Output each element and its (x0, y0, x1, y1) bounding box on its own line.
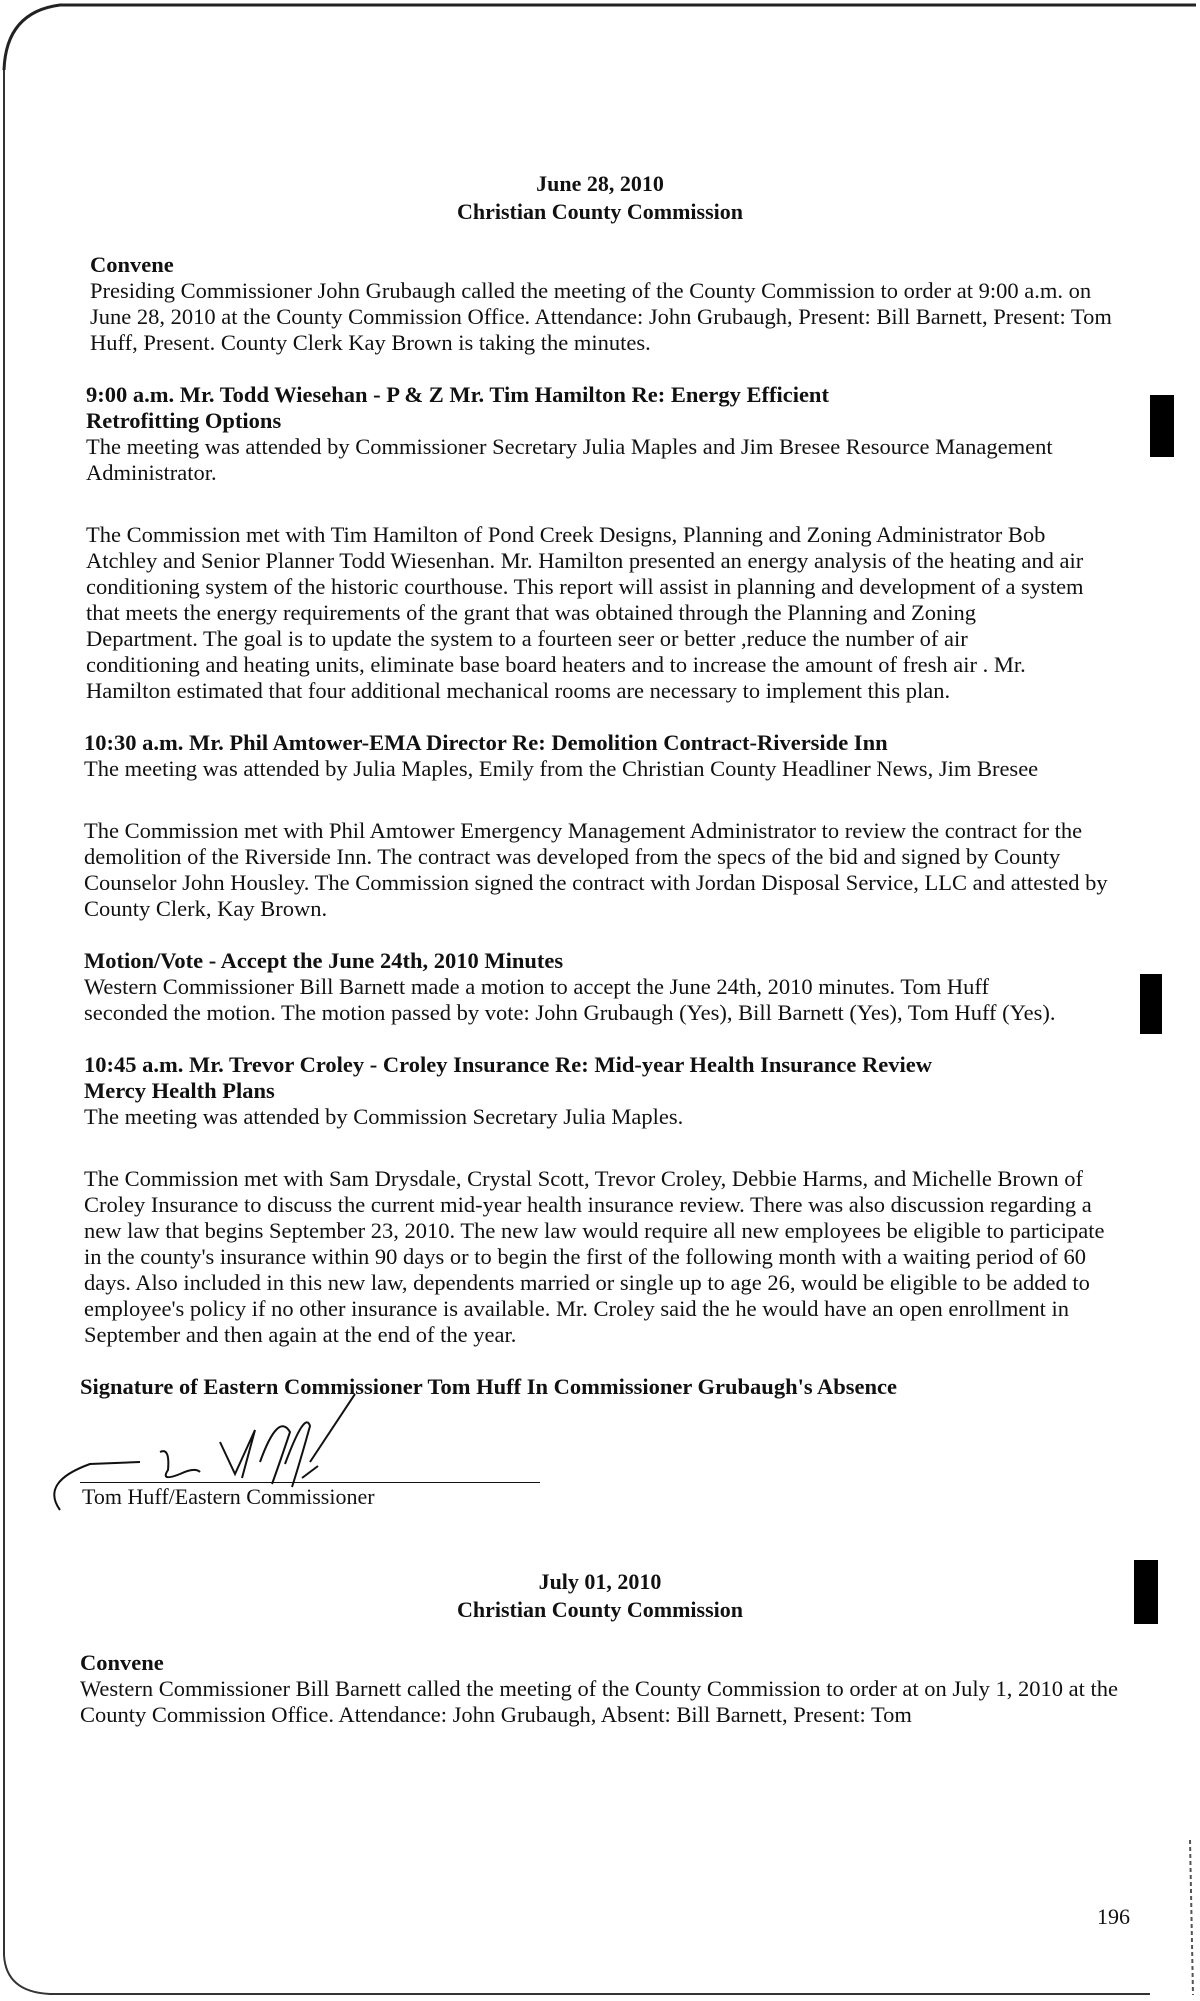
agenda-item (84, 730, 1120, 922)
meeting-heading (80, 170, 1120, 226)
agenda-item-body: The Commission met with Tim Hamilton of Pond Creek Designs, Planning and Zoning Administrator Bob Atchley and Senior Planner Todd Wiesenhan. Mr. Hamilton presented an energy analysis of the heating and air conditioning system of the historic courthouse. This report will assist in planning and development of a system that meets the energy requirements of the grant that was obtained through the Planning and Zoning Department. The goal is to update the system to a fourteen seer or better ,reduce the number of air conditioning and heating units, eliminate base board heaters and to increase the amount of fresh air . Mr. Hamilton estimated that four additional mechanical rooms are necessary to implement this plan. (86, 522, 1084, 703)
agenda-item-attendance: The meeting was attended by Julia Maples, Emily from the Christian County Headliner News, Jim Bresee (84, 756, 1039, 781)
agenda-item (84, 948, 1074, 1026)
convene-title: Convene (80, 1650, 164, 1675)
agenda-item-body: The Commission met with Sam Drysdale, Crystal Scott, Trevor Croley, Debbie Harms, and Michelle Brown of Croley Insurance to discuss the current mid-year health insurance review. There was also discussion regarding a new law that begins September 23, 2010. The new law would require all new employees be eligible to participate in the county's insurance within 90 days or to begin the first of the following month with a waiting period of 60 days. Also included in this new law, dependents married or single up to age 26, would be eligible to be added to employee's policy if no other insurance is available. Mr. Croley said the he would have an open enrollment in September and then again at the end of the year. (84, 1166, 1105, 1347)
meeting-body: Christian County Commission (456, 1597, 744, 1622)
agenda-item-title: 10:45 a.m. Mr. Trevor Croley - Croley Insurance Re: Mid-year Health Insurance Review Mercy Health Plans (84, 1052, 933, 1103)
agenda-item (84, 1052, 1120, 1348)
page-number: 196 (1097, 1904, 1130, 1929)
signature-caption: Tom Huff/Eastern Commissioner (82, 1484, 375, 1509)
meeting-date: July 01, 2010 (538, 1569, 662, 1594)
agenda-item-body: Western Commissioner Bill Barnett made a motion to accept the June 24th, 2010 minutes. Tom Huff seconded the motion. The motion passed by vote: John Grubaugh (Yes), Bill Barnett (Yes), Tom Huff (Yes). (84, 974, 1056, 1025)
margin-tab-mark-1 (1150, 395, 1174, 457)
meeting-date: June 28, 2010 (536, 171, 664, 196)
meeting-body: Christian County Commission (456, 199, 744, 224)
signature-line (80, 1482, 540, 1483)
agenda-item (86, 382, 1086, 704)
document-page (80, 170, 1120, 1728)
convene-text: Presiding Commissioner John Grubaugh called the meeting of the County Commission to order at 9:00 a.m. on June 28, 2010 at the County Commission Office. Attendance: John Grubaugh, Present: Bill Barnett, Present: Tom Huff, Present. County Clerk Kay Brown is taking the minutes. (90, 278, 1112, 355)
signature-title: Signature of Eastern Commissioner Tom Huff In Commissioner Grubaugh's Absence (80, 1374, 897, 1399)
margin-tab-mark-3 (1134, 1560, 1158, 1624)
signature-section (80, 1374, 1120, 1510)
convene-section (90, 252, 1120, 356)
agenda-item-attendance: The meeting was attended by Commission Secretary Julia Maples. (84, 1104, 684, 1129)
agenda-item-title: Motion/Vote - Accept the June 24th, 2010 Minutes (84, 948, 564, 973)
convene-text: Western Commissioner Bill Barnett called the meeting of the County Commission to order at on July 1, 2010 at the County Commission Office. Attendance: John Grubaugh, Absent: Bill Barnett, Present: Tom (80, 1676, 1119, 1727)
agenda-item-title: 9:00 a.m. Mr. Todd Wiesehan - P & Z Mr. Tim Hamilton Re: Energy Efficient Retrofitting Options (86, 382, 829, 433)
convene-title: Convene (90, 252, 174, 277)
meeting-heading (80, 1568, 1120, 1624)
convene-section (80, 1650, 1120, 1728)
agenda-item-attendance: The meeting was attended by Commissioner Secretary Julia Maples and Jim Bresee Resource Management Administrator. (86, 434, 1053, 485)
agenda-item-title: 10:30 a.m. Mr. Phil Amtower-EMA Director Re: Demolition Contract-Riverside Inn (84, 730, 888, 755)
agenda-item-body: The Commission met with Phil Amtower Emergency Management Administrator to review the contract for the demolition of the Riverside Inn. The contract was developed from the specs of the bid and signed by County Counselor John Housley. The Commission signed the contract with Jordan Disposal Service, LLC and attested by County Clerk, Kay Brown. (84, 818, 1108, 921)
margin-tab-mark-2 (1140, 974, 1162, 1034)
signature-area (80, 1400, 1120, 1510)
